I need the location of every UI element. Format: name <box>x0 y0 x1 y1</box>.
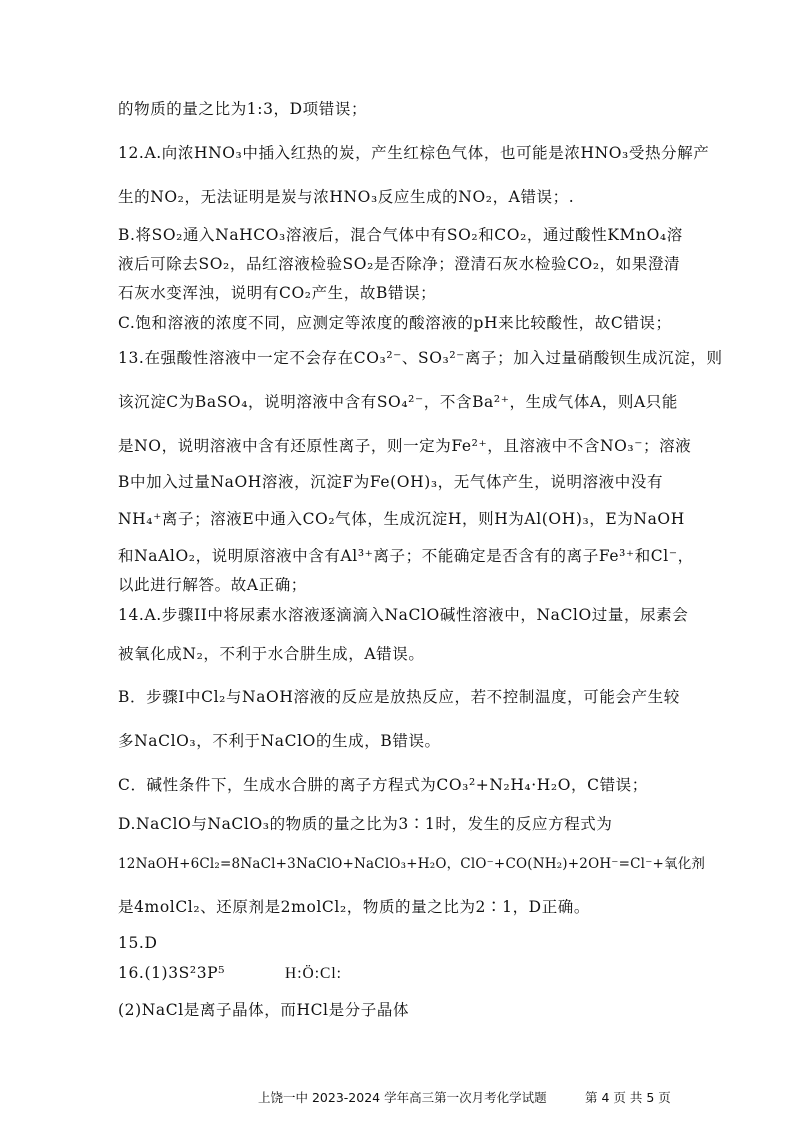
text-line: 12.A.向浓HNO₃中插入红热的炭，产生红棕色气体，也可能是浓HNO₃受热分解产 <box>118 144 710 162</box>
text-line: 15.D <box>118 934 158 952</box>
lewis-structure: H:Ö:Cl: <box>285 965 342 982</box>
text-line: 液后可除去SO₂，品红溶液检验SO₂是否除净；澄清石灰水检验CO₂，如果澄清 <box>118 255 681 273</box>
footer-exam-title: 上饶一中 2023-2024 学年高三第一次月考化学试题 <box>258 1090 547 1105</box>
text-line: 石灰水变浑浊，说明有CO₂产生，故B错误； <box>118 284 437 302</box>
text-line: B．步骤I中Cl₂与NaOH溶液的反应是放热反应，若不控制温度，可能会产生较 <box>118 688 680 706</box>
text-line: C.饱和溶液的浓度不同，应测定等浓度的酸溶液的pH来比较酸性，故C错误； <box>118 314 672 332</box>
text-line: (2)NaCl是离子晶体，而HCl是分子晶体 <box>118 1001 410 1019</box>
text-line: D.NaClO与NaClO₃的物质的量之比为3∶1时，发生的反应方程式为 <box>118 815 613 833</box>
text-line: C．碱性条件下，生成水合肼的离子方程式为CO₃²+N₂H₄·H₂O，C错误； <box>118 776 648 794</box>
text-line: B.将SO₂通入NaHCO₃溶液后，混合气体中有SO₂和CO₂，通过酸性KMnO₄溶 <box>118 226 683 244</box>
text-line: 是4molCl₂、还原剂是2molCl₂，物质的量之比为2∶1，D正确。 <box>118 898 591 916</box>
text-line: B中加入过量NaOH溶液，沉淀F为Fe(OH)₃，无气体产生，说明溶液中没有 <box>118 473 664 491</box>
text-line: 该沉淀C为BaSO₄，说明溶液中含有SO₄²⁻，不含Ba²⁺，生成气体A，则A只能 <box>118 393 678 411</box>
text-line: 12NaOH+6Cl₂=8NaCl+3NaClO+NaClO₃+H₂O，ClO⁻+CO(NH₂)+2OH⁻=Cl⁻+氧化剂 <box>118 856 706 872</box>
text-line: 的物质的量之比为1:3，D项错误； <box>118 100 368 118</box>
text-line: 13.在强酸性溶液中一定不会存在CO₃²⁻、SO₃²⁻离子；加入过量硝酸钡生成沉淀，则 <box>118 349 723 367</box>
text-line: NH₄⁺离子；溶液E中通入CO₂气体，生成沉淀H，则H为Al(OH)₃，E为NaOH <box>118 510 685 528</box>
text-line: 是NO，说明溶液中含有还原性离子，则一定为Fe²⁺，且溶液中不含NO₃⁻；溶液 <box>118 437 692 455</box>
text-line-with-structure <box>118 963 700 984</box>
text-line: 多NaClO₃，不利于NaClO的生成，B错误。 <box>118 732 441 750</box>
text-line: 以此进行解答。故A正确； <box>118 576 307 594</box>
text-line: 和NaAlO₂，说明原溶液中含有Al³⁺离子；不能确定是否含有的离子Fe³⁺和Cl⁻， <box>118 547 694 565</box>
footer-page-info: 第 4 页 共 5 页 <box>585 1090 671 1105</box>
text-line: 生的NO₂，无法证明是炭与浓HNO₃反应生成的NO₂，A错误；. <box>118 188 575 206</box>
text-line: 被氧化成N₂，不利于水合肼生成，A错误。 <box>118 645 425 663</box>
answer-16-1: 16.(1)3S²3P⁵ <box>118 964 226 982</box>
text-line: 14.A.步骤II中将尿素水溶液逐滴滴入NaClO碱性溶液中，NaClO过量，尿素会 <box>118 606 689 624</box>
